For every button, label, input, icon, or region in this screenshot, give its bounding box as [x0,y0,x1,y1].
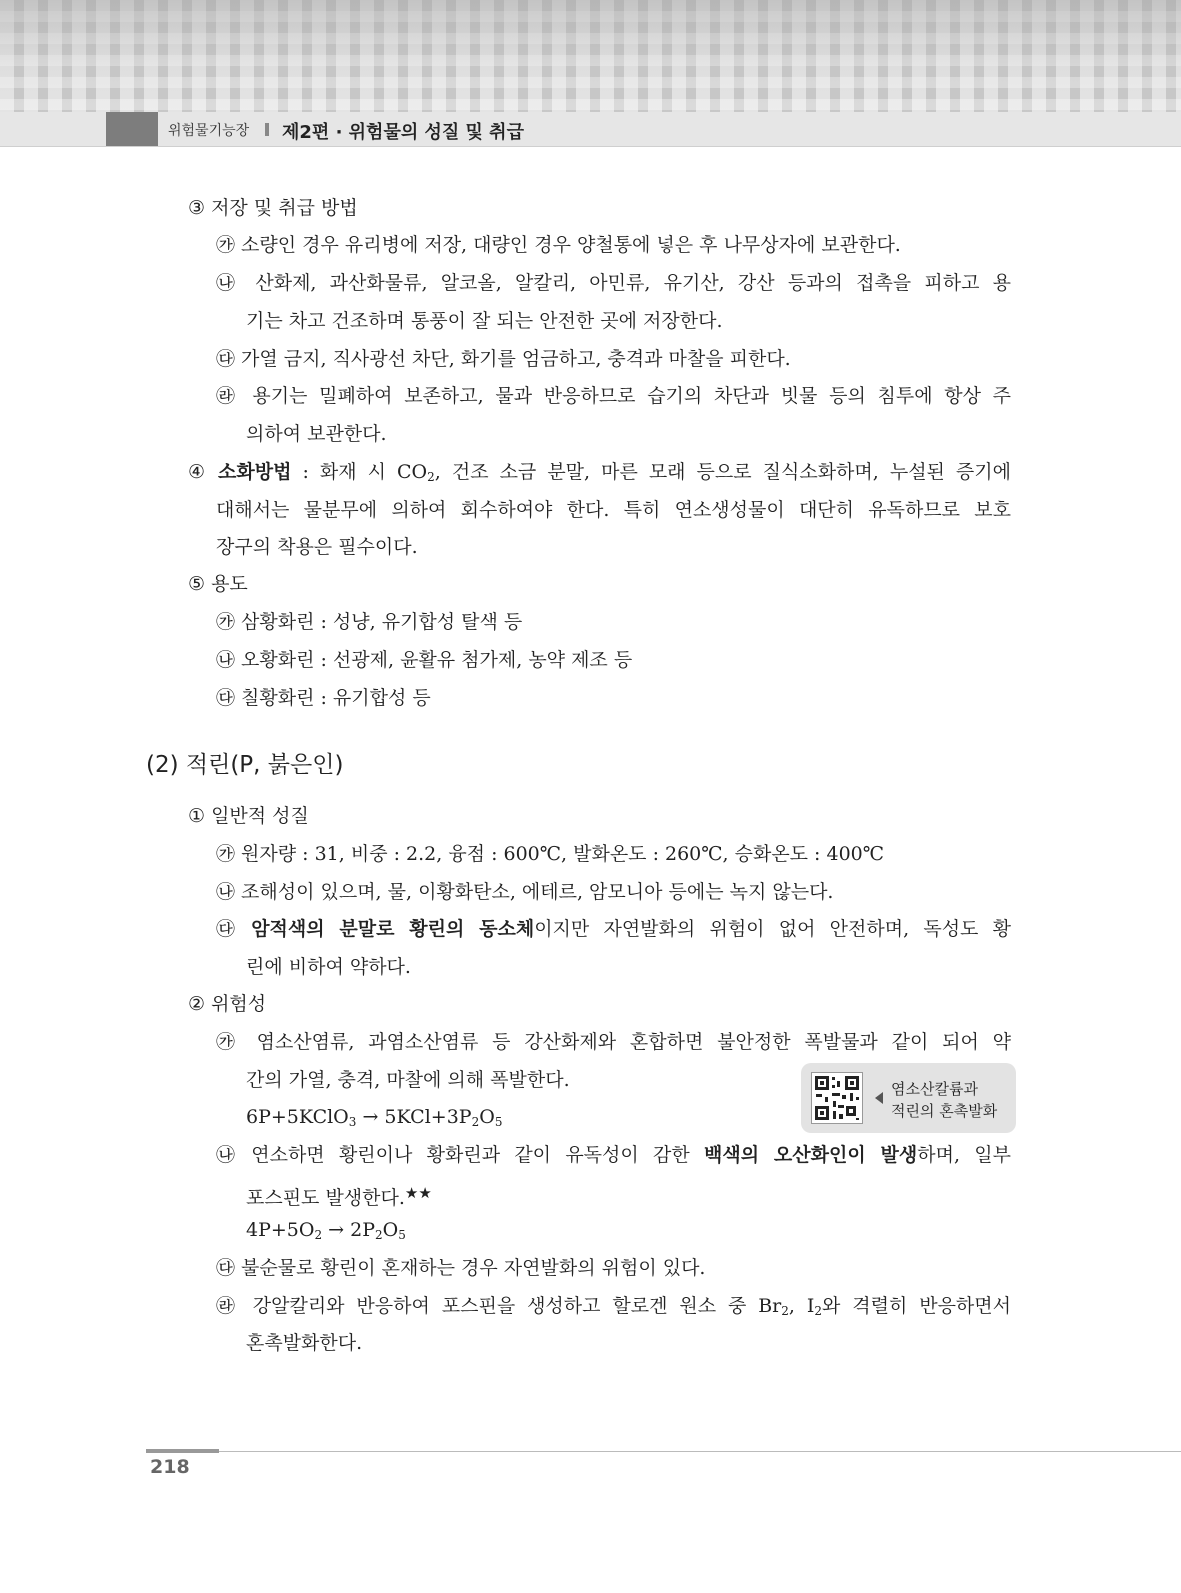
footer-divider [146,1451,1181,1452]
running-header [0,112,1181,147]
header-separator [265,123,269,136]
hazard-item-b-cont: 포스핀도 발생한다.★★ [246,1184,432,1209]
storage-item-c: ㉰ 가열 금지, 직사광선 차단, 화기를 엄금하고, 충격과 마찰을 피한다. [216,348,791,370]
qr-caption-line-1: 염소산칼륨과 [891,1080,978,1098]
book-title: 위험물기능장 [168,123,250,139]
storage-item-d-cont: 의하여 보관한다. [246,423,387,445]
uses-item-c: ㉰ 칠황화린 : 유기합성 등 [216,687,431,709]
hazard-item-b: ㉯ 연소하면 황린이나 황화린과 같이 유독성이 감한 백색의 오산화인이 발생하며, 일부 [216,1144,1011,1166]
storage-heading: ③ 저장 및 취급 방법 [188,197,358,219]
hazard-item-a-cont: 간의 가열, 충격, 마찰에 의해 폭발한다. [246,1069,570,1091]
hazard-item-d-cont: 혼촉발화한다. [246,1332,363,1354]
storage-item-b-cont: 기는 차고 건조하며 통풍이 잘 되는 안전한 곳에 저장한다. [246,310,723,332]
hazard-heading: ② 위험성 [188,993,267,1015]
general-heading: ① 일반적 성질 [188,805,309,827]
footer-accent-bar [146,1449,219,1453]
play-arrow-icon [875,1092,883,1104]
general-item-c: ㉰ 암적색의 분말로 황린의 동소체이지만 자연발화의 위험이 없어 안전하며, 독성도 황 [216,918,1011,940]
hazard-item-a: ㉮ 염소산염류, 과염소산염류 등 강산화제와 혼합하면 불안정한 폭발물과 같이 되어 약 [216,1031,1011,1053]
extinguish-line-3: 장구의 착용은 필수이다. [216,536,418,558]
equation-o2: $4P+5O_2 \to 2P_2O_5$ [246,1219,406,1242]
header-decorative-pattern [0,0,1181,112]
extinguish-line-2: 대해서는 물분무에 의하여 회수하여야 한다. 특히 연소생성물이 대단히 유독하므로 보호 [216,499,1011,521]
qr-code-icon[interactable] [811,1072,863,1124]
qr-caption-line-2: 적린의 혼촉발화 [891,1102,998,1120]
storage-item-a: ㉮ 소량인 경우 유리병에 저장, 대량인 경우 양철통에 넣은 후 나무상자에 보관한다. [216,234,901,256]
part-title: 제2편 · 위험물의 성질 및 취급 [282,122,524,143]
header-tab-block [106,112,158,146]
storage-item-b: ㉯ 산화제, 과산화물류, 알코올, 알칼리, 아민류, 유기산, 강산 등과의 접촉을 피하고 용 [216,272,1011,294]
hazard-item-c: ㉰ 불순물로 황린이 혼재하는 경우 자연발화의 위험이 있다. [216,1257,706,1279]
general-item-b: ㉯ 조해성이 있으며, 물, 이황화탄소, 에테르, 암모니아 등에는 녹지 않는다. [216,881,834,903]
uses-heading: ⑤ 용도 [188,573,248,595]
page-number: 218 [150,1456,190,1478]
uses-item-b: ㉯ 오황화린 : 선광제, 윤활유 첨가제, 농약 제조 등 [216,649,633,671]
extinguish-line-1: ④ 소화방법 : 화재 시 $CO_2$, 건조 소금 분말, 마른 모래 등으로 질식소화하며, 누설된 증기에 [188,461,1011,484]
hazard-item-d: ㉱ 강알칼리와 반응하여 포스핀을 생성하고 할로겐 원소 중 $Br_2$, $I_2$와 격렬히 반응하면서 [216,1295,1011,1318]
storage-item-d: ㉱ 용기는 밀폐하여 보존하고, 물과 반응하므로 습기의 차단과 빗물 등의 침투에 항상 주 [216,385,1011,407]
qr-video-callout[interactable] [801,1063,1016,1133]
equation-kclo3: 6P+5KClO$_3$ → $5KCl+3P_2O_5$ [246,1106,503,1129]
general-item-c-cont: 린에 비하여 약하다. [246,956,411,978]
general-item-a: ㉮ 원자량 : 31, 비중 : 2.2, 융점 : 600℃, 발화온도 : 260℃, 승화온도 : 400℃ [216,843,885,865]
uses-item-a: ㉮ 삼황화린 : 성냥, 유기합성 탈색 등 [216,611,523,633]
section-title-red-phosphorus: (2) 적린(P, 붉은인) [146,752,344,778]
importance-stars: ★★ [404,1184,432,1202]
